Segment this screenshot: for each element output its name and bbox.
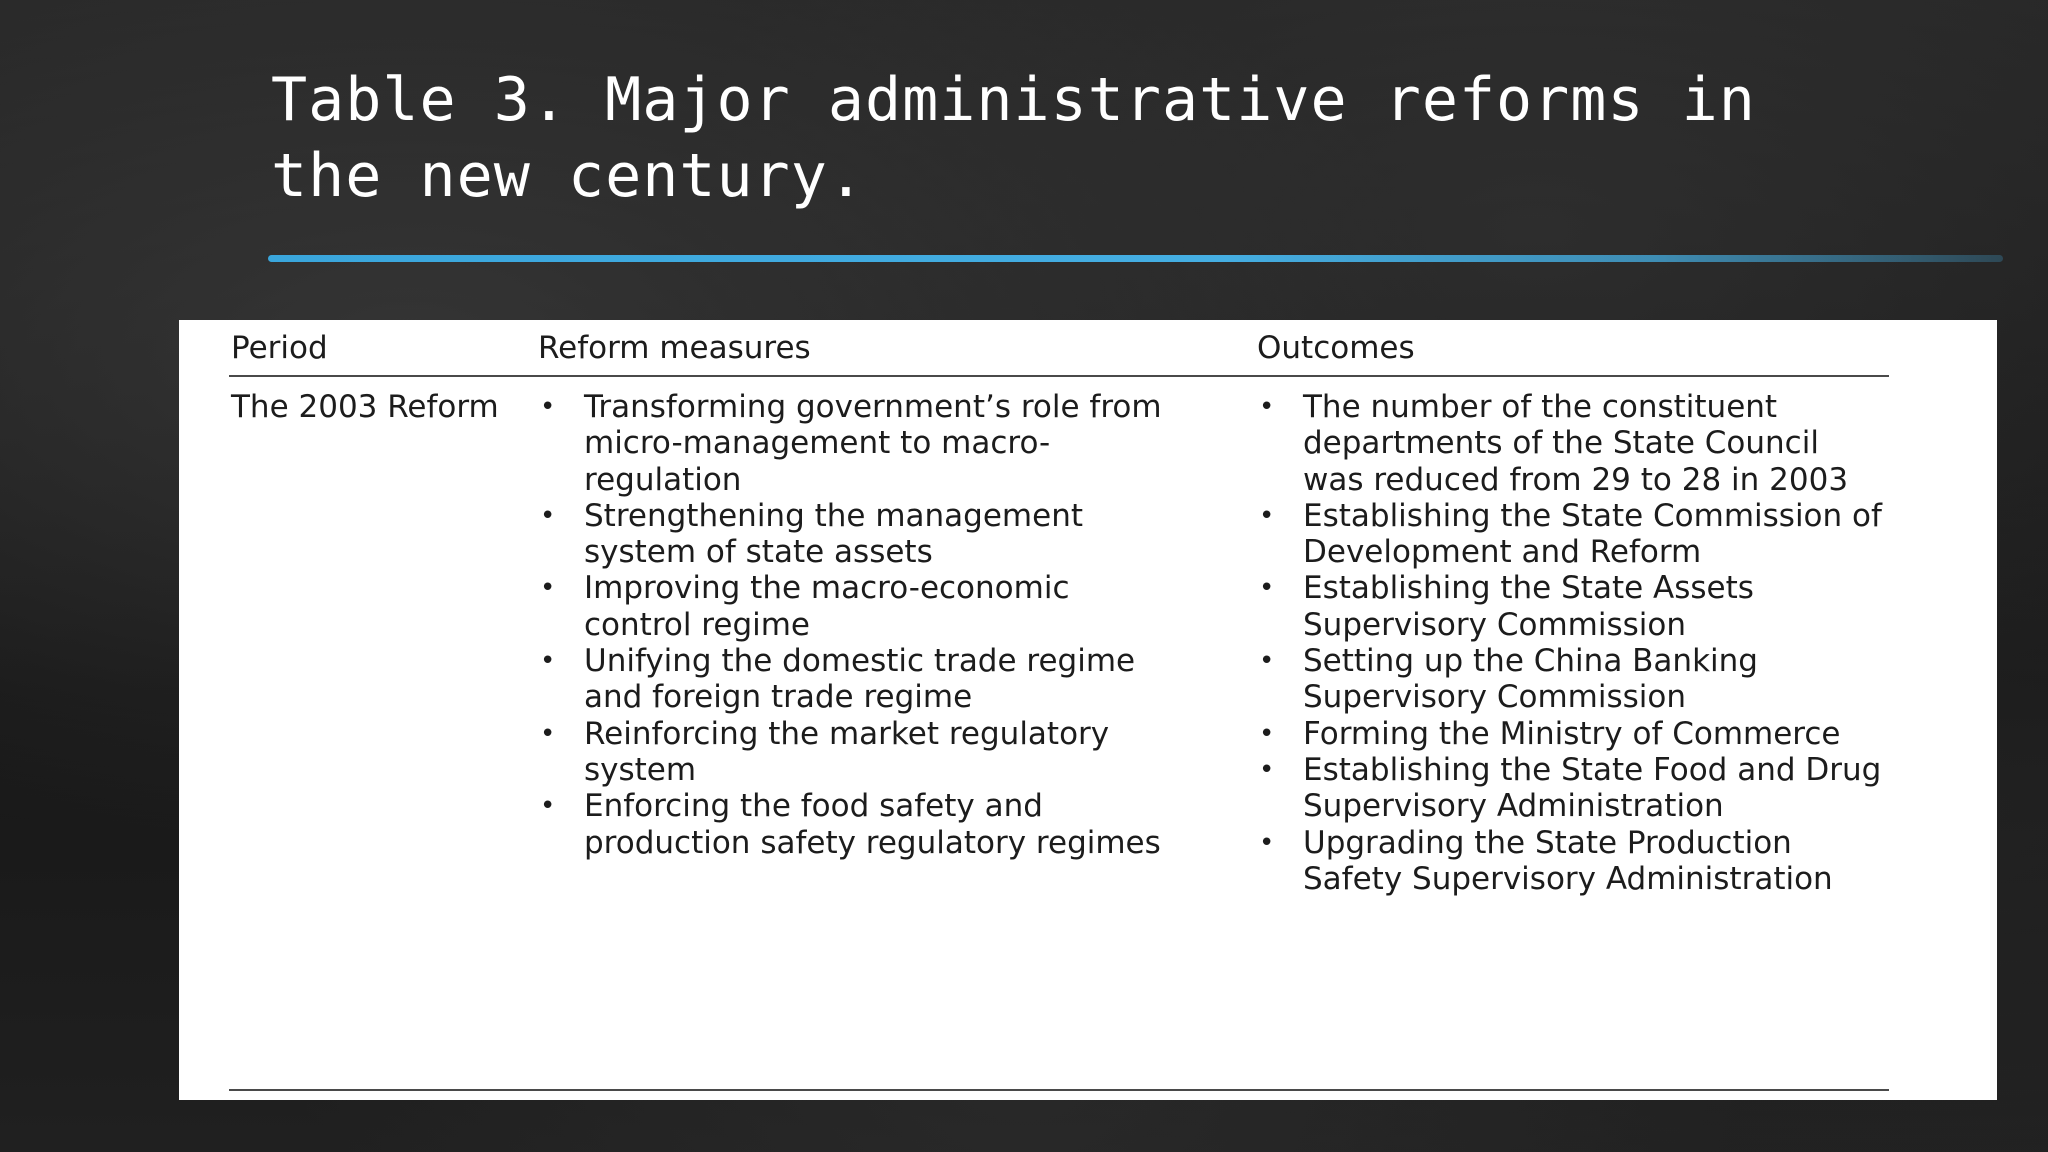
list-item: [538, 788, 1178, 861]
bullet-icon: •: [1259, 827, 1275, 858]
outcome-text: Establishing the State Assets Supervisory Commission: [1303, 570, 1754, 643]
reform-measures-list: [538, 389, 1178, 861]
column-header-reform-measures: Reform measures: [538, 330, 811, 366]
list-item: [1257, 498, 1889, 571]
measure-text: Strengthening the management system of state assets: [584, 497, 1083, 571]
column-header-outcomes: Outcomes: [1257, 330, 1415, 366]
list-item: [538, 716, 1178, 789]
outcome-text: Setting up the China Banking Supervisory Commission: [1303, 643, 1758, 716]
list-item: [538, 643, 1178, 716]
list-item: [1257, 570, 1889, 643]
period-cell: The 2003 Reform: [231, 389, 499, 425]
column-header-period: Period: [231, 330, 328, 366]
outcome-text: Upgrading the State Production Safety Supervisory Administration: [1303, 824, 1833, 897]
table-header-row: [229, 320, 1889, 377]
reforms-table: [229, 320, 1889, 1091]
slide-title-line-2: the new century.: [271, 141, 865, 211]
table-row: [229, 377, 1889, 1091]
list-item: [1257, 752, 1889, 825]
list-item: [1257, 643, 1889, 716]
bullet-icon: •: [1259, 646, 1275, 677]
list-item: [538, 498, 1178, 571]
measure-text: Improving the macro-economic control regime: [584, 570, 1070, 643]
outcome-text: Establishing the State Food and Drug Supervisory Administration: [1303, 751, 1882, 825]
outcome-text: Forming the Ministry of Commerce: [1303, 715, 1841, 752]
slide-title-line-1: Table 3. Major administrative reforms in: [271, 65, 1756, 135]
bullet-icon: •: [1259, 500, 1275, 531]
slide-title: [271, 62, 1871, 214]
outcome-text: The number of the constituent departments of the State Council was reduced from 29 to 28 in 2003: [1303, 389, 1849, 498]
bullet-icon: •: [1259, 718, 1275, 749]
list-item: [538, 570, 1178, 643]
bullet-icon: •: [540, 573, 556, 604]
measure-text: Transforming government’s role from micro-management to macro-regulation: [584, 389, 1162, 498]
outcome-text: Establishing the State Commission of Development and Reform: [1303, 497, 1882, 571]
bullet-icon: •: [540, 392, 556, 422]
bullet-icon: •: [540, 718, 556, 749]
bullet-icon: •: [1259, 754, 1275, 785]
measure-text: Reinforcing the market regulatory system: [584, 715, 1110, 788]
measure-text: Unifying the domestic trade regime and foreign trade regime: [584, 643, 1136, 716]
title-underline-rule: [268, 255, 2003, 262]
bullet-icon: •: [540, 791, 556, 822]
bullet-icon: •: [1259, 573, 1275, 604]
bullet-icon: •: [540, 646, 556, 677]
bullet-icon: •: [540, 500, 556, 531]
list-item: [1257, 389, 1889, 498]
outcomes-list: [1257, 389, 1889, 897]
list-item: [1257, 716, 1889, 752]
measure-text: Enforcing the food safety and production safety regulatory regimes: [584, 788, 1161, 861]
list-item: [1257, 825, 1889, 898]
table-image-panel: [179, 320, 1997, 1100]
list-item: [538, 389, 1178, 498]
bullet-icon: •: [1259, 392, 1275, 422]
